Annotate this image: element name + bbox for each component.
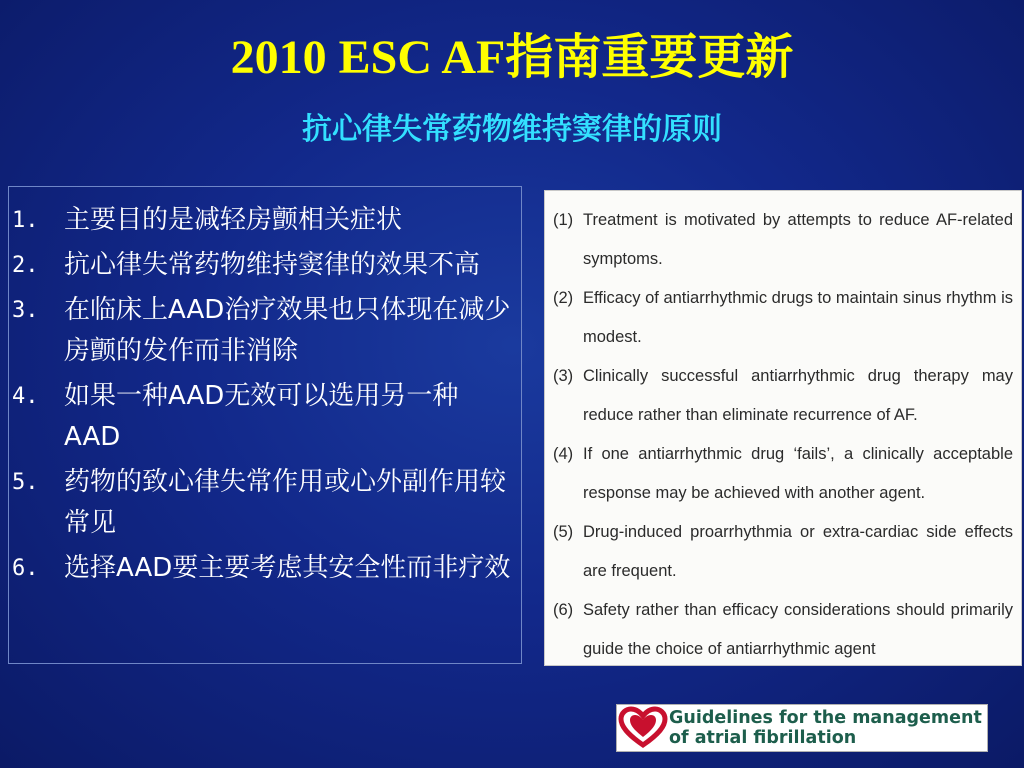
list-item (12, 245, 512, 286)
list-item (553, 513, 1013, 591)
list-text: 如果一种AAD无效可以选用另一种AAD (64, 381, 459, 452)
logo-text-block (669, 708, 982, 748)
slide-subtitle: 抗心律失常药物维持窦律的原则 (302, 112, 722, 147)
chinese-points-list (12, 200, 512, 593)
list-item (12, 290, 512, 372)
list-text: Safety rather than efficacy considerations should primarily guide the choice of antiarrhythmic agent (583, 601, 1013, 658)
list-text: 药物的致心律失常作用或心外副作用较常见 (64, 467, 507, 538)
list-number: (5) (553, 523, 574, 541)
list-item (12, 200, 512, 241)
list-text: Clinically successful antiarrhythmic drug therapy may reduce rather than eliminate recurrence of AF. (583, 367, 1013, 424)
list-text: Drug-induced proarrhythmia or extra-cardiac side effects are frequent. (583, 523, 1013, 580)
heart-icon (617, 705, 669, 751)
list-number: (2) (553, 289, 574, 307)
list-text: If one antiarrhythmic drug ‘fails’, a clinically acceptable response may be achieved with another agent. (583, 445, 1013, 502)
list-number: 5. (12, 470, 39, 495)
list-number: (6) (553, 601, 574, 619)
list-text: Efficacy of antiarrhythmic drugs to maintain sinus rhythm is modest. (583, 289, 1013, 346)
list-text: 抗心律失常药物维持窦律的效果不高 (64, 250, 481, 280)
list-item (553, 201, 1013, 279)
english-guideline-excerpt (544, 190, 1022, 666)
list-number: 3. (12, 298, 39, 323)
list-number: 1. (12, 208, 39, 233)
list-text: 在临床上AAD治疗效果也只体现在减少房颤的发作而非消除 (64, 295, 511, 366)
list-number: (1) (553, 211, 574, 229)
list-number: 2. (12, 253, 39, 278)
list-item (12, 548, 512, 589)
list-number: 4. (12, 384, 39, 409)
list-text: 主要目的是减轻房颤相关症状 (64, 205, 403, 235)
list-item (553, 279, 1013, 357)
list-text: 选择AAD要主要考虑其安全性而非疗效 (64, 553, 511, 583)
list-text: Treatment is motivated by attempts to reduce AF-related symptoms. (583, 211, 1013, 268)
list-item (553, 357, 1013, 435)
list-item (12, 462, 512, 544)
list-number: 6. (12, 556, 39, 581)
list-item (553, 435, 1013, 513)
logo-line-1: Guidelines for the management (669, 708, 982, 728)
logo-line-2: of atrial fibrillation (669, 728, 857, 748)
slide-title: 2010 ESC AF指南重要更新 (230, 31, 794, 84)
esc-guidelines-logo (616, 704, 988, 752)
list-item (12, 376, 512, 458)
list-item (553, 591, 1013, 669)
list-number: (3) (553, 367, 574, 385)
list-number: (4) (553, 445, 574, 463)
